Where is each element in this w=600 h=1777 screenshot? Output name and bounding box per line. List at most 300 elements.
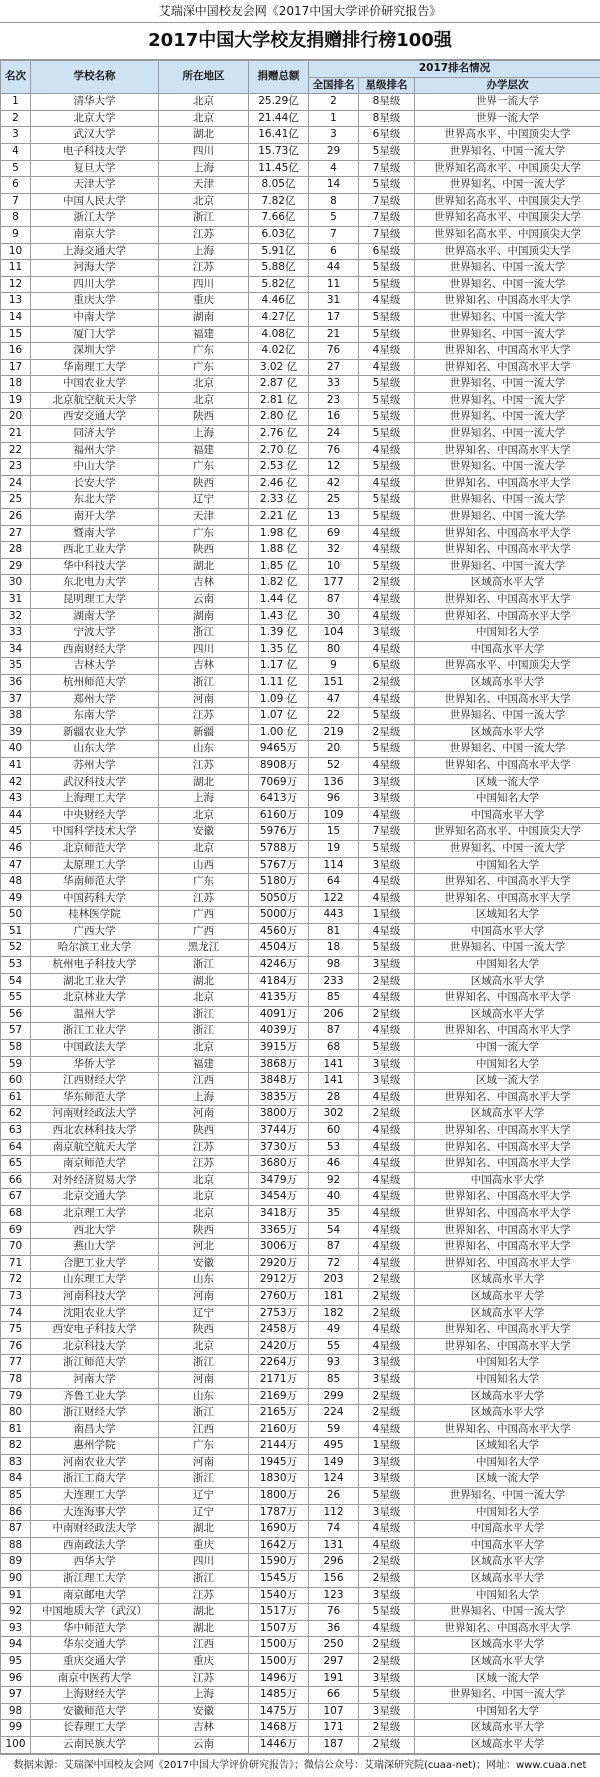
cell-star-rank: 3星级	[359, 1073, 415, 1090]
cell-level: 世界知名、中国高水平大学	[415, 1139, 600, 1156]
cell-rank: 5	[1, 160, 31, 177]
table-row	[1, 840, 600, 857]
cell-total: 2.81 亿	[249, 392, 309, 409]
cell-level: 世界高水平、中国顶尖大学	[415, 127, 600, 144]
cell-rank: 83	[1, 1454, 31, 1471]
cell-total: 3835万	[249, 1089, 309, 1106]
cell-rank: 80	[1, 1405, 31, 1422]
cell-total: 1.82 亿	[249, 575, 309, 592]
cell-total: 4.08亿	[249, 326, 309, 343]
cell-rank: 65	[1, 1156, 31, 1173]
cell-star-rank: 5星级	[359, 1040, 415, 1057]
cell-level: 世界知名、中国一流大学	[415, 1488, 600, 1505]
cell-level: 世界知名、中国高水平大学	[415, 1222, 600, 1239]
cell-rank: 42	[1, 774, 31, 791]
cell-region: 上海	[159, 426, 249, 443]
cell-total: 11.45亿	[249, 160, 309, 177]
cell-region: 山东	[159, 1272, 249, 1289]
cell-national-rank: 53	[309, 1139, 359, 1156]
cell-school: 厦门大学	[31, 326, 159, 343]
cell-rank: 75	[1, 1322, 31, 1339]
cell-level: 中国知名大学	[415, 1454, 600, 1471]
cell-rank: 92	[1, 1604, 31, 1621]
cell-level: 区域高水平大学	[415, 724, 600, 741]
cell-region: 河南	[159, 1106, 249, 1123]
cell-national-rank: 30	[309, 608, 359, 625]
cell-star-rank: 4星级	[359, 442, 415, 459]
cell-rank: 76	[1, 1338, 31, 1355]
table-row	[1, 1006, 600, 1023]
cell-region: 重庆	[159, 1537, 249, 1554]
cell-level: 区域高水平大学	[415, 1637, 600, 1654]
cell-national-rank: 3	[309, 127, 359, 144]
cell-star-rank: 4星级	[359, 475, 415, 492]
cell-region: 湖北	[159, 558, 249, 575]
cell-star-rank: 3星级	[359, 1587, 415, 1604]
cell-school: 沈阳农业大学	[31, 1305, 159, 1322]
cell-star-rank: 4星级	[359, 1222, 415, 1239]
cell-rank: 73	[1, 1288, 31, 1305]
cell-star-rank: 3星级	[359, 1703, 415, 1720]
cell-rank: 12	[1, 276, 31, 293]
cell-national-rank: 85	[309, 990, 359, 1007]
cell-level: 中国高水平大学	[415, 1537, 600, 1554]
cell-star-rank: 4星级	[359, 542, 415, 559]
cell-rank: 20	[1, 409, 31, 426]
cell-star-rank: 5星级	[359, 509, 415, 526]
cell-level: 世界知名、中国高水平大学	[415, 1239, 600, 1256]
cell-region: 陕西	[159, 542, 249, 559]
cell-level: 中国高水平大学	[415, 1521, 600, 1538]
cell-school: 西安电子科技大学	[31, 1322, 159, 1339]
cell-level: 世界知名、中国一流大学	[415, 558, 600, 575]
cell-school: 南开大学	[31, 509, 159, 526]
cell-national-rank: 131	[309, 1537, 359, 1554]
cell-rank: 70	[1, 1239, 31, 1256]
cell-national-rank: 22	[309, 708, 359, 725]
cell-total: 2.70 亿	[249, 442, 309, 459]
cell-region: 天津	[159, 509, 249, 526]
cell-region: 浙江	[159, 625, 249, 642]
table-row	[1, 1438, 600, 1455]
cell-region: 上海	[159, 1687, 249, 1704]
cell-school: 新疆农业大学	[31, 724, 159, 741]
table-row	[1, 160, 600, 177]
cell-school: 温州大学	[31, 1006, 159, 1023]
table-row	[1, 1488, 600, 1505]
cell-level: 中国知名大学	[415, 1587, 600, 1604]
cell-star-rank: 4星级	[359, 923, 415, 940]
cell-level: 世界知名、中国一流大学	[415, 326, 600, 343]
cell-rank: 79	[1, 1388, 31, 1405]
table-row	[1, 1305, 600, 1322]
cell-level: 世界知名、中国一流大学	[415, 840, 600, 857]
cell-national-rank: 4	[309, 160, 359, 177]
cell-school: 华侨大学	[31, 1056, 159, 1073]
cell-star-rank: 2星级	[359, 1720, 415, 1737]
cell-star-rank: 4星级	[359, 592, 415, 609]
cell-school: 南京邮电大学	[31, 1587, 159, 1604]
cell-region: 河南	[159, 691, 249, 708]
cell-rank: 66	[1, 1172, 31, 1189]
cell-level: 区域高水平大学	[415, 1654, 600, 1671]
cell-rank: 51	[1, 923, 31, 940]
cell-rank: 15	[1, 326, 31, 343]
cell-national-rank: 18	[309, 940, 359, 957]
cell-total: 6.03亿	[249, 226, 309, 243]
cell-rank: 32	[1, 608, 31, 625]
cell-total: 16.41亿	[249, 127, 309, 144]
cell-star-rank: 5星级	[359, 1687, 415, 1704]
table-row	[1, 1056, 600, 1073]
cell-national-rank: 87	[309, 1239, 359, 1256]
cell-school: 中央财经大学	[31, 807, 159, 824]
table-row	[1, 243, 600, 260]
cell-total: 8.05亿	[249, 177, 309, 194]
cell-school: 重庆大学	[31, 293, 159, 310]
table-row	[1, 1322, 600, 1339]
cell-level: 世界高水平、中国顶尖大学	[415, 658, 600, 675]
cell-level: 区域高水平大学	[415, 1720, 600, 1737]
cell-national-rank: 31	[309, 293, 359, 310]
cell-rank: 96	[1, 1670, 31, 1687]
cell-level: 世界知名、中国高水平大学	[415, 608, 600, 625]
cell-region: 云南	[159, 1736, 249, 1753]
cell-region: 浙江	[159, 674, 249, 691]
cell-national-rank: 122	[309, 890, 359, 907]
cell-rank: 94	[1, 1637, 31, 1654]
table-row	[1, 1255, 600, 1272]
cell-level: 区域知名大学	[415, 907, 600, 924]
cell-total: 1475万	[249, 1703, 309, 1720]
table-row	[1, 674, 600, 691]
cell-school: 浙江师范大学	[31, 1355, 159, 1372]
cell-level: 中国一流大学	[415, 1040, 600, 1057]
data-source-footer: 数据来源：艾瑞深中国校友会网《2017中国大学评价研究报告》；微信公众号：艾瑞深研究院(cuaa-net)；网址：www.cuaa.net	[0, 1754, 600, 1777]
cell-national-rank: 32	[309, 542, 359, 559]
cell-school: 华南理工大学	[31, 359, 159, 376]
cell-national-rank: 59	[309, 1421, 359, 1438]
table-row	[1, 1189, 600, 1206]
cell-rank: 54	[1, 973, 31, 990]
cell-region: 福建	[159, 1056, 249, 1073]
cell-star-rank: 2星级	[359, 1637, 415, 1654]
cell-level: 世界知名、中国高水平大学	[415, 1338, 600, 1355]
cell-school: 河南科技大学	[31, 1288, 159, 1305]
table-row	[1, 990, 600, 1007]
cell-star-rank: 5星级	[359, 940, 415, 957]
table-row	[1, 575, 600, 592]
cell-level: 中国知名大学	[415, 1355, 600, 1372]
cell-star-rank: 4星级	[359, 874, 415, 891]
cell-total: 5050万	[249, 890, 309, 907]
cell-region: 广东	[159, 459, 249, 476]
table-row	[1, 608, 600, 625]
table-row	[1, 1736, 600, 1753]
cell-level: 世界知名高水平、中国顶尖大学	[415, 193, 600, 210]
cell-school: 中南大学	[31, 309, 159, 326]
table-row	[1, 923, 600, 940]
cell-star-rank: 7星级	[359, 824, 415, 841]
cell-national-rank: 149	[309, 1454, 359, 1471]
table-row	[1, 874, 600, 891]
cell-level: 中国知名大学	[415, 791, 600, 808]
cell-national-rank: 109	[309, 807, 359, 824]
cell-rank: 27	[1, 525, 31, 542]
cell-region: 江苏	[159, 1670, 249, 1687]
table-row	[1, 542, 600, 559]
cell-region: 浙江	[159, 1471, 249, 1488]
cell-star-rank: 5星级	[359, 276, 415, 293]
cell-rank: 37	[1, 691, 31, 708]
cell-region: 吉林	[159, 658, 249, 675]
cell-national-rank: 1	[309, 110, 359, 127]
cell-star-rank: 4星级	[359, 1239, 415, 1256]
table-row	[1, 741, 600, 758]
cell-level: 世界知名、中国一流大学	[415, 940, 600, 957]
cell-rank: 1	[1, 94, 31, 111]
cell-rank: 16	[1, 343, 31, 360]
cell-total: 2.87 亿	[249, 376, 309, 393]
table-row	[1, 193, 600, 210]
cell-rank: 23	[1, 459, 31, 476]
cell-region: 福建	[159, 326, 249, 343]
cell-rank: 29	[1, 558, 31, 575]
cell-total: 2160万	[249, 1421, 309, 1438]
cell-rank: 25	[1, 492, 31, 509]
table-row	[1, 1023, 600, 1040]
cell-region: 广东	[159, 343, 249, 360]
cell-total: 5.88亿	[249, 260, 309, 277]
cell-region: 湖北	[159, 1521, 249, 1538]
cell-total: 4184万	[249, 973, 309, 990]
cell-level: 世界知名、中国一流大学	[415, 309, 600, 326]
cell-level: 世界知名、中国一流大学	[415, 708, 600, 725]
cell-level: 中国高水平大学	[415, 1172, 600, 1189]
cell-star-rank: 4星级	[359, 1172, 415, 1189]
cell-level: 区域高水平大学	[415, 1106, 600, 1123]
cell-star-rank: 2星级	[359, 1654, 415, 1671]
cell-school: 河南财经政法大学	[31, 1106, 159, 1123]
cell-region: 浙江	[159, 1023, 249, 1040]
cell-rank: 53	[1, 957, 31, 974]
cell-region: 四川	[159, 143, 249, 160]
cell-national-rank: 141	[309, 1073, 359, 1090]
cell-star-rank: 3星级	[359, 791, 415, 808]
table-row	[1, 1222, 600, 1239]
table-row	[1, 509, 600, 526]
cell-total: 4560万	[249, 923, 309, 940]
cell-total: 1.88 亿	[249, 542, 309, 559]
cell-rank: 19	[1, 392, 31, 409]
cell-school: 河南农业大学	[31, 1454, 159, 1471]
cell-star-rank: 3星级	[359, 857, 415, 874]
col-total-header: 捐赠总额	[249, 61, 309, 94]
cell-total: 4091万	[249, 1006, 309, 1023]
cell-level: 区域一流大学	[415, 1471, 600, 1488]
cell-national-rank: 28	[309, 1089, 359, 1106]
cell-region: 北京	[159, 392, 249, 409]
cell-school: 华中科技大学	[31, 558, 159, 575]
cell-national-rank: 96	[309, 791, 359, 808]
cell-total: 2.80 亿	[249, 409, 309, 426]
cell-national-rank: 76	[309, 343, 359, 360]
table-row	[1, 442, 600, 459]
cell-star-rank: 5星级	[359, 459, 415, 476]
cell-school: 桂林医学院	[31, 907, 159, 924]
cell-total: 6413万	[249, 791, 309, 808]
cell-region: 北京	[159, 1205, 249, 1222]
cell-school: 宁波大学	[31, 625, 159, 642]
cell-region: 湖北	[159, 774, 249, 791]
cell-level: 世界知名、中国高水平大学	[415, 691, 600, 708]
cell-star-rank: 4星级	[359, 1205, 415, 1222]
cell-rank: 49	[1, 890, 31, 907]
cell-star-rank: 8星级	[359, 110, 415, 127]
cell-school: 北京理工大学	[31, 1205, 159, 1222]
cell-rank: 24	[1, 475, 31, 492]
cell-school: 暨南大学	[31, 525, 159, 542]
cell-region: 浙江	[159, 210, 249, 227]
cell-total: 1446万	[249, 1736, 309, 1753]
cell-rank: 50	[1, 907, 31, 924]
cell-school: 西南财经大学	[31, 641, 159, 658]
cell-national-rank: 495	[309, 1438, 359, 1455]
cell-rank: 55	[1, 990, 31, 1007]
cell-national-rank: 47	[309, 691, 359, 708]
cell-level: 世界知名、中国一流大学	[415, 376, 600, 393]
cell-school: 中国地质大学（武汉）	[31, 1604, 159, 1621]
cell-school: 北京航空航天大学	[31, 392, 159, 409]
cell-total: 1.44 亿	[249, 592, 309, 609]
cell-star-rank: 5星级	[359, 426, 415, 443]
cell-rank: 46	[1, 840, 31, 857]
cell-total: 3479万	[249, 1172, 309, 1189]
cell-school: 武汉科技大学	[31, 774, 159, 791]
cell-rank: 56	[1, 1006, 31, 1023]
cell-star-rank: 2星级	[359, 973, 415, 990]
cell-national-rank: 443	[309, 907, 359, 924]
cell-star-rank: 6星级	[359, 658, 415, 675]
cell-national-rank: 11	[309, 276, 359, 293]
cell-total: 1642万	[249, 1537, 309, 1554]
table-row	[1, 890, 600, 907]
table-row	[1, 143, 600, 160]
ranking-table	[0, 60, 600, 1754]
cell-school: 安徽师范大学	[31, 1703, 159, 1720]
cell-star-rank: 3星级	[359, 625, 415, 642]
cell-level: 区域高水平大学	[415, 1006, 600, 1023]
table-row	[1, 1106, 600, 1123]
table-row	[1, 1454, 600, 1471]
cell-star-rank: 5星级	[359, 260, 415, 277]
cell-national-rank: 297	[309, 1654, 359, 1671]
cell-school: 杭州电子科技大学	[31, 957, 159, 974]
cell-star-rank: 3星级	[359, 1355, 415, 1372]
cell-rank: 85	[1, 1488, 31, 1505]
col-star-header: 星级排名	[359, 77, 415, 94]
cell-level: 世界知名、中国高水平大学	[415, 1322, 600, 1339]
cell-national-rank: 114	[309, 857, 359, 874]
table-row	[1, 475, 600, 492]
cell-level: 世界知名、中国一流大学	[415, 492, 600, 509]
col-rank-header: 名次	[1, 61, 31, 94]
cell-national-rank: 136	[309, 774, 359, 791]
cell-national-rank: 69	[309, 525, 359, 542]
cell-total: 5788万	[249, 840, 309, 857]
cell-national-rank: 98	[309, 957, 359, 974]
cell-national-rank: 181	[309, 1288, 359, 1305]
table-row	[1, 1205, 600, 1222]
table-row	[1, 426, 600, 443]
cell-rank: 21	[1, 426, 31, 443]
cell-region: 江苏	[159, 226, 249, 243]
cell-star-rank: 2星级	[359, 724, 415, 741]
cell-level: 中国知名大学	[415, 857, 600, 874]
cell-star-rank: 2星级	[359, 1006, 415, 1023]
cell-rank: 10	[1, 243, 31, 260]
cell-total: 2458万	[249, 1322, 309, 1339]
cell-star-rank: 2星级	[359, 1554, 415, 1571]
cell-national-rank: 35	[309, 1205, 359, 1222]
cell-level: 世界知名、中国高水平大学	[415, 1189, 600, 1206]
cell-level: 区域一流大学	[415, 774, 600, 791]
cell-star-rank: 4星级	[359, 1537, 415, 1554]
cell-level: 世界知名、中国一流大学	[415, 177, 600, 194]
cell-school: 河海大学	[31, 260, 159, 277]
cell-school: 中国科学技术大学	[31, 824, 159, 841]
cell-level: 世界知名、中国高水平大学	[415, 542, 600, 559]
cell-total: 3744万	[249, 1123, 309, 1140]
cell-total: 2753万	[249, 1305, 309, 1322]
table-row	[1, 973, 600, 990]
cell-total: 5000万	[249, 907, 309, 924]
cell-star-rank: 3星级	[359, 774, 415, 791]
cell-rank: 17	[1, 359, 31, 376]
cell-school: 福州大学	[31, 442, 159, 459]
cell-national-rank: 80	[309, 641, 359, 658]
table-body	[1, 94, 600, 1753]
cell-total: 1496万	[249, 1670, 309, 1687]
cell-level: 中国知名大学	[415, 1703, 600, 1720]
cell-rank: 34	[1, 641, 31, 658]
cell-school: 中国人民大学	[31, 193, 159, 210]
cell-region: 重庆	[159, 293, 249, 310]
cell-star-rank: 6星级	[359, 127, 415, 144]
table-row	[1, 1537, 600, 1554]
cell-region: 上海	[159, 791, 249, 808]
cell-region: 山东	[159, 1388, 249, 1405]
cell-level: 区域高水平大学	[415, 1388, 600, 1405]
cell-school: 长春理工大学	[31, 1720, 159, 1737]
cell-national-rank: 20	[309, 741, 359, 758]
cell-school: 北京科技大学	[31, 1338, 159, 1355]
cell-school: 东北电力大学	[31, 575, 159, 592]
cell-level: 世界知名、中国高水平大学	[415, 1205, 600, 1222]
report-source: 艾瑞深中国校友会网《2017中国大学评价研究报告》	[0, 0, 600, 22]
cell-rank: 8	[1, 210, 31, 227]
table-row	[1, 1139, 600, 1156]
table-row	[1, 1654, 600, 1671]
cell-school: 西安交通大学	[31, 409, 159, 426]
cell-region: 云南	[159, 592, 249, 609]
cell-region: 北京	[159, 193, 249, 210]
cell-school: 浙江财经大学	[31, 1405, 159, 1422]
cell-national-rank: 40	[309, 1189, 359, 1206]
cell-national-rank: 93	[309, 1355, 359, 1372]
cell-region: 北京	[159, 110, 249, 127]
cell-star-rank: 2星级	[359, 1736, 415, 1753]
